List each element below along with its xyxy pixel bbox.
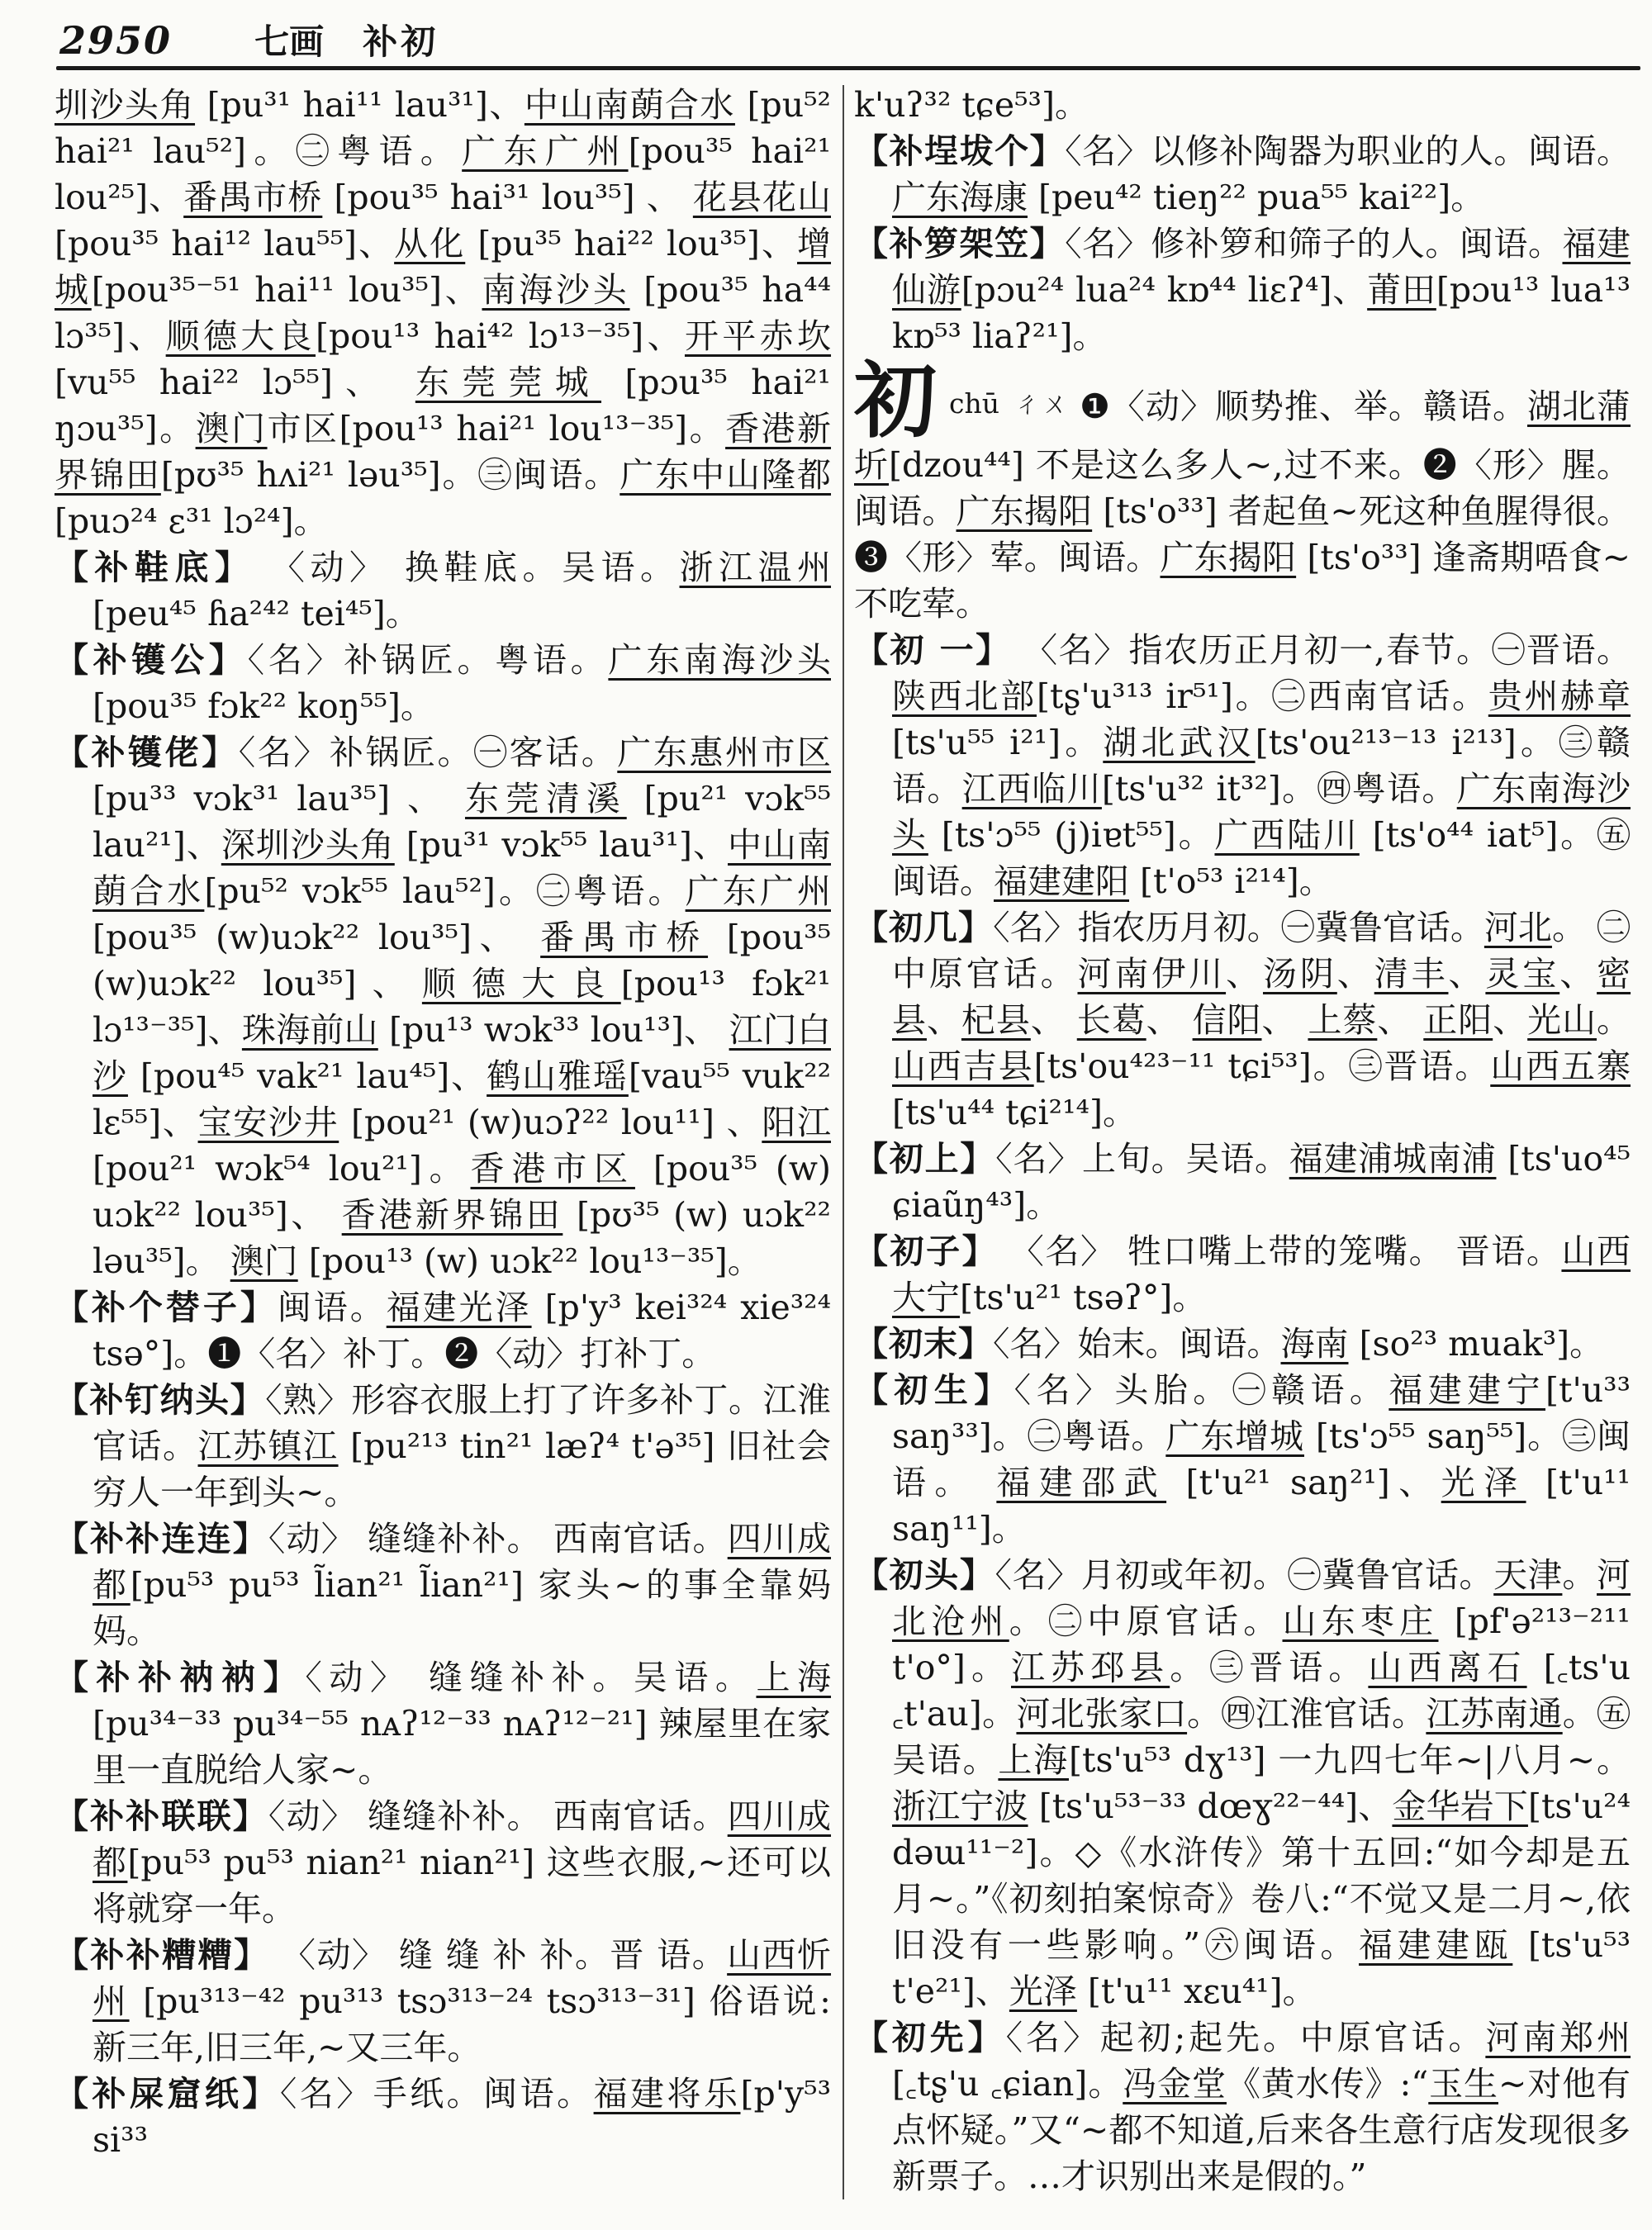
text-run: [tʂ'u³¹³ ir⁵¹]。㊁西南官话。 bbox=[1036, 676, 1488, 716]
text-run: [pʊ³⁵ hʌi²¹ ləu³⁵]。㊂闽语。 bbox=[160, 455, 620, 495]
text-run: [pou³⁵ (w)uɔk²² lou³⁵]、 bbox=[93, 918, 832, 1004]
proper-noun: 福建建瓯 bbox=[1359, 1925, 1513, 1965]
dict-entry bbox=[55, 1377, 831, 1516]
headword: 【补补连连】 bbox=[55, 1519, 268, 1559]
text-run: 、 bbox=[1226, 954, 1263, 994]
proper-noun: 江苏南通 bbox=[1426, 1694, 1563, 1734]
proper-noun: 鹤山雅瑶 bbox=[487, 1056, 629, 1096]
text-run: 。 bbox=[1597, 1000, 1631, 1040]
text-run: [pʊ³⁵ (w) uɔk²² ləu³⁵]。 bbox=[93, 1195, 831, 1281]
proper-noun: 广东广州 bbox=[685, 871, 831, 911]
text-run: [t'o⁵³ i²¹⁴]。 bbox=[1129, 861, 1333, 901]
dict-entry bbox=[854, 1552, 1631, 2014]
headword: 【补镬佬】 bbox=[55, 733, 239, 772]
text-run: [pu²¹ vɔk⁵⁵ lau²¹]、 bbox=[93, 779, 832, 865]
text-run: [pou³⁵ ha⁴⁴ lɔ³⁵]、 bbox=[55, 270, 832, 356]
dict-entry bbox=[854, 1367, 1631, 1552]
text-run: 、 bbox=[1559, 954, 1597, 994]
proper-noun: 南海沙头 bbox=[482, 270, 630, 310]
text-run: [꜀tʂ'u ꜀ɕian]。 bbox=[892, 2064, 1123, 2104]
text-run: [ts'o⁴⁴ iat⁵]。㊄闽语。 bbox=[892, 815, 1631, 901]
proper-noun: 花县花山 bbox=[692, 178, 831, 217]
page-header bbox=[0, 0, 1652, 63]
headword: 【补钉纳头】 bbox=[55, 1380, 266, 1420]
text-run: 〈名〉以修补陶器为职业的人。闽语。 bbox=[1065, 131, 1631, 171]
proper-noun: 东莞清溪 bbox=[464, 779, 627, 818]
proper-noun: 阳江 bbox=[762, 1103, 831, 1142]
text-run: [pu³⁵ hai²² lou³⁵]、 bbox=[465, 224, 798, 263]
proper-noun: 广东南海沙头 bbox=[892, 769, 1631, 855]
headword: 【初头】 bbox=[854, 1555, 995, 1595]
text-run: [ts'u⁵³⁻³³ dœɣ²²⁻⁴⁴]、 bbox=[1028, 1786, 1393, 1826]
proper-noun: 河北沧州 bbox=[892, 1555, 1631, 1641]
dict-entry bbox=[55, 1932, 831, 2071]
left-column bbox=[55, 82, 831, 2199]
headword: 【初上】 bbox=[854, 1139, 996, 1179]
text-run: [pou³⁵ (w) uɔk²² lou³⁵]、 bbox=[93, 1149, 831, 1235]
text-run: 〈名〉头胎。㊀赣语。 bbox=[1014, 1370, 1389, 1410]
proper-noun: 湖北蒲圻 bbox=[854, 387, 1631, 485]
proper-noun: 福建建阳 bbox=[994, 861, 1129, 901]
text-run: [ts'ou⁴²³⁻¹¹ tɕi⁵³]。㊂晋语。 bbox=[1033, 1046, 1491, 1086]
proper-noun: 香港新界锦田 bbox=[55, 409, 832, 495]
text-run: [pɔu³⁵ hai²¹ ŋɔu³⁵]。 bbox=[55, 363, 831, 448]
text-run: [pu⁵³ pu⁵³ l̃ian²¹ l̃ian²¹] 家头~的事全靠妈妈。 bbox=[93, 1565, 831, 1651]
text-run: 、 bbox=[1448, 954, 1486, 994]
proper-noun: 江门白沙 bbox=[93, 1010, 831, 1096]
proper-noun: 长葛 bbox=[1076, 1000, 1146, 1040]
proper-noun: 东莞莞城 bbox=[415, 363, 602, 402]
text-run: [pou²¹ wɔk⁵⁴ lou²¹]。 bbox=[93, 1149, 471, 1189]
proper-noun: 河北 bbox=[1483, 908, 1552, 947]
text-run: 〈动〉 缝缝补补。 西南官话。 bbox=[268, 1519, 728, 1559]
proper-noun: 中山南蓢合水 bbox=[524, 85, 735, 125]
text-run: [puɔ²⁴ ɛ³¹ lɔ²⁴]。 bbox=[55, 501, 328, 541]
proper-noun: 番禺市桥 bbox=[540, 918, 709, 957]
proper-noun: 山西五寨 bbox=[1490, 1046, 1631, 1086]
text-run: [ts'u⁵³ dɣ¹³] 一九四七年~|八月~。 bbox=[1068, 1740, 1631, 1780]
proper-noun: 金华岩下 bbox=[1392, 1786, 1528, 1826]
proper-noun: 从化 bbox=[394, 224, 466, 263]
headword: 【补个替子】 bbox=[55, 1288, 278, 1327]
proper-noun: 莆田 bbox=[1367, 270, 1436, 310]
headword: 【补箩架笠】 bbox=[854, 224, 1066, 263]
text-run: 〈名〉指农历月初。㊀冀鲁官话。 bbox=[993, 908, 1484, 947]
proper-noun: 贵州赫章 bbox=[1488, 676, 1631, 716]
dict-entry bbox=[55, 2071, 831, 2163]
proper-noun: 上海 bbox=[756, 1658, 832, 1697]
proper-noun: 冯金堂 bbox=[1123, 2064, 1227, 2104]
text-run: [ts'u²¹ tsəʔ°]。 bbox=[960, 1278, 1207, 1317]
dict-entry bbox=[55, 637, 831, 729]
proper-noun: 江西临川 bbox=[961, 769, 1102, 809]
text-run: [ts'u²⁴ dəɯ¹¹⁻²]。◇《水浒传》第十五回:“如今却是五月~。”《初刻拍案惊奇》卷八:“不觉又是二月~,依旧没有一些影响。”㊅闽语。 bbox=[892, 1786, 1631, 1965]
headword: 【初生】 bbox=[854, 1370, 1014, 1410]
dict-entry bbox=[55, 1284, 831, 1377]
head-character: 初 bbox=[854, 352, 938, 449]
proper-noun: 福建光泽 bbox=[386, 1288, 532, 1327]
text-run: 。㊁中原官话。 bbox=[1009, 1601, 1283, 1641]
text-run: [pu⁵² vɔk⁵⁵ lau⁵²]。㊁粤语。 bbox=[204, 871, 686, 911]
header-rule bbox=[56, 66, 1640, 70]
pinyin: chū bbox=[949, 387, 1000, 420]
proper-noun: 信阳 bbox=[1192, 1000, 1262, 1040]
proper-noun: 福建将乐 bbox=[593, 2074, 741, 2114]
headword: 【补补联联】 bbox=[55, 1796, 268, 1836]
text-run: [pɔu²⁴ lua²⁴ kɒ⁴⁴ liɛʔ⁴]、 bbox=[961, 270, 1368, 310]
text-columns bbox=[0, 75, 1652, 2199]
text-run: 〈名〉修补箩和筛子的人。闽语。 bbox=[1065, 224, 1563, 263]
text-run: 〈名〉起初;起先。中原官话。 bbox=[1005, 2018, 1486, 2057]
pinyin: ㄔㄨ bbox=[1013, 387, 1070, 420]
text-run: [pu²¹³ tin²¹ læʔ⁴ t'ə³⁵] 旧社会穷人一年到头~。 bbox=[93, 1426, 832, 1512]
proper-noun: 江苏邳县 bbox=[1011, 1648, 1170, 1687]
text-run: 闽语。 bbox=[277, 1288, 387, 1327]
text-run: [pou³⁵ (w)uɔk²² lou³⁵]、 bbox=[93, 918, 541, 957]
proper-noun: 山西吉县 bbox=[892, 1046, 1034, 1086]
text-run: [t'u³³ saŋ³³]。 bbox=[892, 1370, 1631, 1456]
text-run: [pu³¹ vɔk⁵⁵ lau³¹]、 bbox=[394, 825, 729, 865]
proper-noun: 光泽 bbox=[1009, 1971, 1077, 2011]
text-run: [꜀ts'u ꜀t'au]。 bbox=[892, 1648, 1631, 1734]
proper-noun: 玉生 bbox=[1428, 2064, 1498, 2104]
text-run: [pu⁵³ pu⁵³ nian²¹ nian²¹] 这些衣服,~还可以将就穿一年。 bbox=[93, 1843, 831, 1929]
proper-noun: 香港市区 bbox=[470, 1149, 635, 1189]
text-run: 、 bbox=[1493, 1000, 1528, 1040]
text-run: [pu³¹³⁻⁴² pu³¹³ tsɔ³¹³⁻²⁴ tsɔ³¹³⁻³¹] 俗语说: 新三年,旧三年,~又三年。 bbox=[93, 1981, 831, 2067]
proper-noun: 河北张家口 bbox=[1016, 1694, 1188, 1734]
proper-noun: 陕西北部 bbox=[892, 676, 1037, 716]
text-run: [ts'ou²¹³⁻¹³ i²¹³]。㊂赣语。 bbox=[892, 723, 1631, 809]
headword: 【补屎窟纸】 bbox=[55, 2074, 280, 2114]
continuation-paragraph bbox=[55, 82, 831, 544]
proper-noun: 增城 bbox=[55, 224, 832, 310]
proper-noun: 宝安沙井 bbox=[197, 1103, 339, 1142]
text-run: [ts'ɔ⁵⁵ saŋ⁵⁵]。㊂闽语。 bbox=[892, 1416, 1631, 1502]
text-run: 〈名〉 牲口嘴上带的笼嘴。 晋语。 bbox=[998, 1231, 1562, 1271]
text-run: [t'u¹¹ xɛu⁴¹]。 bbox=[1076, 1971, 1317, 2011]
headword: 【补鞋底】 bbox=[55, 548, 255, 587]
text-run: 、 bbox=[1377, 1000, 1424, 1040]
dict-entry bbox=[55, 729, 831, 1284]
text-run: 、 bbox=[1336, 954, 1374, 994]
headword: 【初几】 bbox=[854, 908, 994, 947]
headword-range: 补初 bbox=[363, 21, 439, 62]
text-run: [pɔu¹³ lua¹³ kɒ⁵³ liaʔ²¹]。 bbox=[892, 270, 1631, 356]
proper-noun: 光泽 bbox=[1441, 1463, 1526, 1502]
proper-noun: 顺德大良 bbox=[421, 964, 621, 1004]
text-run: 、 bbox=[926, 1000, 961, 1040]
text-run: [pou¹³ fɔk²¹ lɔ¹³⁻³⁵]、 bbox=[93, 964, 831, 1050]
text-run: [pou¹³ (w) uɔk²² lou¹³⁻³⁵]。 bbox=[297, 1241, 762, 1281]
dict-entry bbox=[854, 128, 1631, 221]
proper-noun: 深圳沙头角 bbox=[221, 825, 395, 865]
text-run: [pou³⁵⁻⁵¹ hai¹¹ lou³⁵]、 bbox=[91, 270, 482, 310]
text-run: 〈名〉指农历正月初一,春节。㊀晋语。 bbox=[1011, 630, 1631, 670]
text-run: [ts'o³³] 者起鱼~死这种鱼腥得很。❸〈形〉荤。闽语。 bbox=[854, 491, 1631, 577]
headword: 【补镬公】 bbox=[55, 640, 248, 680]
text-run: 、 bbox=[1146, 1000, 1193, 1040]
text-run: [pu⁵² hai²¹ lau⁵²]。㊁粤语。 bbox=[55, 85, 831, 171]
proper-noun: 天津 bbox=[1493, 1555, 1563, 1595]
text-run: 、 bbox=[1261, 1000, 1308, 1040]
headword: 【初 一】 bbox=[854, 630, 1012, 670]
text-run: [pu³³ vɔk³¹ lau³⁵] 、 bbox=[93, 779, 465, 818]
proper-noun: 圳沙头角 bbox=[55, 85, 196, 125]
page-number: 2950 bbox=[59, 18, 173, 63]
proper-noun: 四川成都 bbox=[93, 1796, 832, 1882]
proper-noun: 山西离石 bbox=[1368, 1648, 1527, 1687]
dict-entry bbox=[854, 1136, 1631, 1228]
proper-noun: 广东惠州市区 bbox=[617, 733, 832, 772]
proper-noun: 广东海康 bbox=[892, 178, 1028, 217]
proper-noun: 福建仙游 bbox=[892, 224, 1631, 310]
dict-entry bbox=[854, 1321, 1631, 1367]
proper-noun: 山东枣庄 bbox=[1282, 1601, 1439, 1641]
text-run: 〈动〉 缝缝补补。 西南官话。 bbox=[268, 1796, 728, 1836]
proper-noun: 汤阴 bbox=[1262, 954, 1337, 994]
text-run: [t'u¹¹ saŋ¹¹]。 bbox=[892, 1463, 1631, 1549]
proper-noun: 江苏镇江 bbox=[197, 1426, 339, 1466]
proper-noun: 浙江温州 bbox=[679, 548, 832, 587]
text-run: 、 bbox=[1030, 1000, 1077, 1040]
text-run: [pou²¹ (w)uɔʔ²² lou¹¹] 、 bbox=[339, 1103, 762, 1142]
proper-noun: 澳门 bbox=[195, 409, 268, 448]
dict-entry bbox=[55, 1516, 831, 1654]
proper-noun: 清丰 bbox=[1374, 954, 1449, 994]
text-run: k'uʔ³² tɕe⁵³]。 bbox=[854, 85, 1089, 125]
proper-noun: 珠海前山 bbox=[241, 1010, 378, 1050]
proper-noun: 广西陆川 bbox=[1214, 815, 1360, 855]
column-divider bbox=[843, 85, 844, 2199]
proper-noun: 广东中山隆都 bbox=[620, 455, 832, 495]
dict-entry bbox=[854, 904, 1631, 1136]
text-run: [peu⁴² tieŋ²² pua⁵⁵ kai²²]。 bbox=[1028, 178, 1485, 217]
dict-entry bbox=[854, 1228, 1631, 1321]
proper-noun: 四川成都 bbox=[93, 1519, 832, 1605]
proper-noun: 上海 bbox=[998, 1740, 1069, 1780]
proper-noun: 香港新界锦田 bbox=[341, 1195, 563, 1235]
dict-entry bbox=[55, 1654, 831, 1793]
headword: 【初末】 bbox=[854, 1324, 993, 1364]
text-run: 市区[pou¹³ hai²¹ lou¹³⁻³⁵]。 bbox=[267, 409, 726, 448]
text-run: 。㊂晋语。 bbox=[1170, 1648, 1369, 1687]
text-run: 。㊃江淮官话。 bbox=[1187, 1694, 1427, 1734]
proper-noun: 福建建宁 bbox=[1389, 1370, 1545, 1410]
text-run: [pou³⁵ hai³¹ lou³⁵] 、 bbox=[322, 178, 693, 217]
text-run: 〈名〉补锅匠。粤语。 bbox=[247, 640, 609, 680]
proper-noun: 河南郑州 bbox=[1485, 2018, 1631, 2057]
text-run: 〈动〉 换鞋底。吴语。 bbox=[254, 548, 680, 587]
proper-noun: 广东南海沙头 bbox=[608, 640, 831, 680]
text-run: [vau⁵⁵ vuk²² lɛ⁵⁵]、 bbox=[93, 1056, 832, 1142]
proper-noun: 上蔡 bbox=[1308, 1000, 1378, 1040]
text-run: 〈名〉始末。闽语。 bbox=[993, 1324, 1281, 1364]
text-run: [peu⁴⁵ ɦa²⁴² tei⁴⁵]。 bbox=[93, 594, 420, 633]
proper-noun: 中山南蓢合水 bbox=[93, 825, 831, 911]
text-run: [pou³⁵ hai²¹ lou²⁵]、 bbox=[55, 131, 831, 217]
text-run: [t'u²¹ saŋ²¹]、 bbox=[1166, 1463, 1441, 1502]
proper-noun: 湖北武汉 bbox=[1103, 723, 1256, 762]
text-run: [pf'ə²¹³⁻²¹¹ t'o°]。 bbox=[892, 1601, 1631, 1687]
dict-entry bbox=[854, 2014, 1631, 2199]
text-run: 。 ㊁中原官话。 bbox=[892, 908, 1631, 994]
proper-noun: 广东揭阳 bbox=[956, 491, 1093, 531]
proper-noun: 广东揭阳 bbox=[1160, 538, 1297, 577]
text-run: [p'y³ kei³²⁴ xie³²⁴ tsə°]。❶〈名〉补丁。❷〈动〉打补丁。 bbox=[93, 1288, 832, 1374]
text-run: ❶〈动〉顺势推、举。赣语。 bbox=[1080, 387, 1527, 426]
proper-noun: 福建浦城南浦 bbox=[1289, 1139, 1497, 1179]
dict-entry bbox=[854, 221, 1631, 359]
text-run: 〈名〉月初或年初。㊀冀鲁官话。 bbox=[995, 1555, 1494, 1595]
stroke-count-section: 七画 bbox=[254, 21, 325, 62]
text-run: 〈名〉手纸。闽语。 bbox=[279, 2074, 594, 2114]
text-run: [ts'u⁴⁴ tɕi²¹⁴]。 bbox=[892, 1093, 1137, 1132]
right-column bbox=[854, 82, 1631, 2199]
headword: 【初子】 bbox=[854, 1231, 999, 1271]
text-run: [pou¹³ hai⁴² lɔ¹³⁻³⁵]、 bbox=[316, 316, 685, 356]
proper-noun: 番禺市桥 bbox=[183, 178, 323, 217]
text-run: 。㊄吴语。 bbox=[892, 1694, 1631, 1780]
text-run: [pou³⁵ hai¹² lau⁵⁵]、 bbox=[55, 224, 395, 263]
text-run: [pu³⁴⁻³³ pu³⁴⁻⁵⁵ nᴀʔ¹²⁻³³ nᴀʔ¹²⁻²¹] 辣屋里在家里一直脱给人家~。 bbox=[93, 1704, 831, 1790]
text-run: [ts'o³³] 逢斋期唔食~不吃荤。 bbox=[854, 538, 1631, 624]
text-run: 〈动〉 缝缝补补。吴语。 bbox=[305, 1658, 757, 1697]
text-run: [ts'ɔ⁵⁵ (j)iɐt⁵⁵]。 bbox=[928, 815, 1215, 855]
proper-noun: 密县 bbox=[892, 954, 1631, 1040]
text-run: [so²³ muak³]。 bbox=[1348, 1324, 1604, 1364]
headword: 【初先】 bbox=[854, 2018, 1006, 2057]
proper-noun: 灵宝 bbox=[1485, 954, 1560, 994]
head-character-entry bbox=[854, 352, 1631, 627]
text-run: 〈动〉 缝 缝 补 补。晋 语。 bbox=[269, 1935, 728, 1975]
proper-noun: 光山 bbox=[1527, 1000, 1597, 1040]
dict-entry bbox=[55, 1793, 831, 1932]
text-run: [dzou⁴⁴] 不是这么多人~,过不来。❷〈形〉腥。 闽语。 bbox=[854, 445, 1631, 531]
text-run: [p'y⁵³ si³³ bbox=[93, 2074, 832, 2160]
text-run: 〈名〉上旬。吴语。 bbox=[995, 1139, 1289, 1179]
proper-noun: 开平赤坎 bbox=[684, 316, 832, 356]
headword: 【补补糟糟】 bbox=[55, 1935, 270, 1975]
proper-noun: 广东增城 bbox=[1165, 1416, 1304, 1456]
headword: 【补补衲衲】 bbox=[55, 1658, 306, 1697]
proper-noun: 山西大宁 bbox=[892, 1231, 1631, 1317]
text-run: [pou³⁵ fɔk²² koŋ⁵⁵]。 bbox=[93, 686, 434, 726]
proper-noun: 澳门 bbox=[230, 1241, 298, 1281]
text-run: [ts'u⁵³ t'e²¹]、 bbox=[892, 1925, 1631, 2011]
proper-noun: 杞县 bbox=[961, 1000, 1031, 1040]
text-run: 。 bbox=[1562, 1555, 1597, 1595]
proper-noun: 河南伊川 bbox=[1077, 954, 1227, 994]
text-run: [vu⁵⁵ hai²² lɔ⁵⁵]、 bbox=[55, 363, 415, 402]
dict-entry bbox=[55, 544, 831, 637]
proper-noun: 浙江宁波 bbox=[892, 1786, 1028, 1826]
dict-entry bbox=[854, 627, 1631, 904]
text-run: [ts'uo⁴⁵ ɕiaũŋ⁴³]。 bbox=[892, 1139, 1631, 1225]
continuation-paragraph bbox=[854, 82, 1631, 128]
text-run: [pu¹³ wɔk³³ lou¹³]、 bbox=[377, 1010, 729, 1050]
text-run: ㊁粤语。 bbox=[1027, 1416, 1166, 1456]
text-run: [ts'u³² it³²]。㊃粤语。 bbox=[1101, 769, 1457, 809]
proper-noun: 顺德大良 bbox=[165, 316, 316, 356]
text-run: 《黄水传》:“ bbox=[1226, 2064, 1429, 2104]
proper-noun: 海南 bbox=[1280, 1324, 1349, 1364]
text-run: [ts'u⁵⁵ i²¹]。 bbox=[892, 723, 1104, 762]
text-run: 〈名〉补锅匠。㊀客话。 bbox=[238, 733, 618, 772]
headword: 【补埕坺个】 bbox=[854, 131, 1066, 171]
text-run: [pu³¹ hai¹¹ lau³¹]、 bbox=[195, 85, 525, 125]
text-run: [pou⁴⁵ vak²¹ lau⁴⁵]、 bbox=[127, 1056, 487, 1096]
proper-noun: 山西忻州 bbox=[93, 1935, 832, 2021]
proper-noun: 福建邵武 bbox=[996, 1463, 1167, 1502]
proper-noun: 广东广州 bbox=[462, 131, 629, 171]
text-run: ~对他有点怀疑。”又“~都不知道,后来各生意行店发现很多新票子。…才识别出来是假的。” bbox=[892, 2064, 1631, 2196]
proper-noun: 正阳 bbox=[1423, 1000, 1493, 1040]
text-run: 〈熟〉形容衣服上打了许多补丁。江淮官话。 bbox=[93, 1380, 832, 1466]
